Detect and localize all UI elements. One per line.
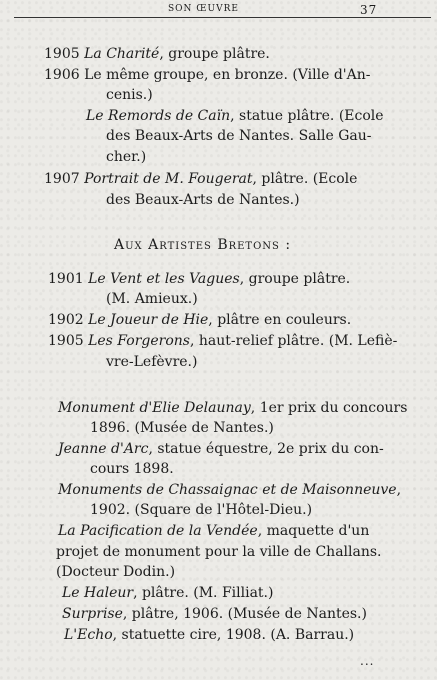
line-text: 1902. (Square de l'Hôtel-Dieu.) bbox=[90, 502, 313, 518]
line-title: Le Vent et les Vagues bbox=[88, 271, 240, 287]
text-line bbox=[58, 399, 407, 417]
line-text: , plâtre. (Ecole bbox=[252, 171, 358, 187]
line-text: , statuette cire, 1908. (A. Barrau.) bbox=[112, 627, 355, 643]
text-line bbox=[48, 311, 351, 329]
text-line bbox=[58, 522, 369, 540]
line-text: projet de monument pour la ville de Challans. bbox=[56, 544, 382, 560]
line-text: , bbox=[396, 482, 402, 498]
text-line bbox=[48, 332, 397, 350]
text-line bbox=[106, 290, 198, 308]
text-line bbox=[62, 605, 367, 623]
footer-mark: ... bbox=[360, 654, 375, 668]
text-line bbox=[106, 191, 300, 209]
line-text: 1902 bbox=[48, 312, 89, 328]
text-line bbox=[106, 353, 197, 371]
line-text: , maquette d'un bbox=[257, 523, 370, 539]
text-line bbox=[44, 170, 357, 188]
line-text: , plâtre. (M. Filliat.) bbox=[133, 585, 274, 601]
text-line bbox=[48, 270, 350, 288]
line-title: Le Haleur bbox=[62, 585, 134, 601]
line-text: , plâtre, 1906. (Musée de Nantes.) bbox=[122, 606, 367, 622]
text-line bbox=[90, 419, 274, 437]
text-line bbox=[106, 86, 153, 104]
line-title: Le Remords de Caïn bbox=[86, 108, 231, 124]
line-text: cher.) bbox=[106, 149, 147, 165]
text-line bbox=[56, 543, 382, 561]
line-title: L'Echo bbox=[64, 627, 113, 643]
text-line bbox=[58, 440, 384, 458]
line-text: cenis.) bbox=[106, 87, 153, 103]
running-head: SON ŒUVRE bbox=[168, 4, 239, 14]
text-line bbox=[44, 45, 270, 63]
page-header bbox=[0, 2, 437, 18]
line-title: Portrait de M. Fougerat bbox=[84, 171, 253, 187]
text-line bbox=[106, 148, 146, 166]
line-text: 1905 bbox=[44, 46, 85, 62]
line-text: 1905 bbox=[48, 333, 89, 349]
line-text: 1901 bbox=[48, 271, 89, 287]
header-rule bbox=[14, 17, 431, 18]
text-line bbox=[90, 460, 174, 478]
text-line bbox=[56, 563, 175, 581]
page-number: 37 bbox=[360, 3, 378, 17]
line-title: Monument d'Elie Delaunay bbox=[58, 400, 251, 416]
line-text: , 1er prix du concours bbox=[250, 400, 408, 416]
line-title: Surprise bbox=[62, 606, 123, 622]
line-text: 1906 Le même groupe, en bronze. (Ville d'An- bbox=[44, 67, 371, 83]
line-text: 1907 bbox=[44, 171, 85, 187]
text-line bbox=[106, 127, 371, 145]
line-title: Jeanne d'Arc bbox=[58, 441, 149, 457]
line-text: vre-Lefèvre.) bbox=[106, 354, 198, 370]
line-text: , plâtre en couleurs. bbox=[208, 312, 352, 328]
line-text: 1896. (Musée de Nantes.) bbox=[90, 420, 274, 436]
line-title: Les Forgerons bbox=[88, 333, 190, 349]
line-text: des Beaux-Arts de Nantes.) bbox=[106, 192, 300, 208]
line-title: La Charité bbox=[84, 46, 160, 62]
line-text: cours 1898. bbox=[90, 461, 174, 477]
text-line bbox=[64, 626, 354, 644]
line-title: Le Joueur de Hie bbox=[88, 312, 209, 328]
line-text: , statue équestre, 2e prix du con- bbox=[148, 441, 384, 457]
line-title: La Pacification de la Vendée bbox=[58, 523, 258, 539]
line-text: (Docteur Dodin.) bbox=[56, 564, 176, 580]
text-line bbox=[86, 107, 384, 125]
line-title: Monuments de Chassaignac et de Maisonneuve bbox=[58, 482, 397, 498]
line-text: , haut-relief plâtre. (M. Lefiè- bbox=[189, 333, 398, 349]
line-text: (M. Amieux.) bbox=[106, 291, 198, 307]
text-line bbox=[90, 501, 312, 519]
text-line bbox=[58, 481, 401, 499]
line-text: , statue plâtre. (Ecole bbox=[230, 108, 384, 124]
text-line bbox=[62, 584, 273, 602]
line-text: des Beaux-Arts de Nantes. Salle Gau- bbox=[106, 128, 372, 144]
text-line bbox=[44, 66, 371, 84]
section-heading: Aux Artistes Bretons : bbox=[114, 237, 292, 253]
line-text: , groupe plâtre. bbox=[159, 46, 270, 62]
line-text: , groupe plâtre. bbox=[239, 271, 351, 287]
